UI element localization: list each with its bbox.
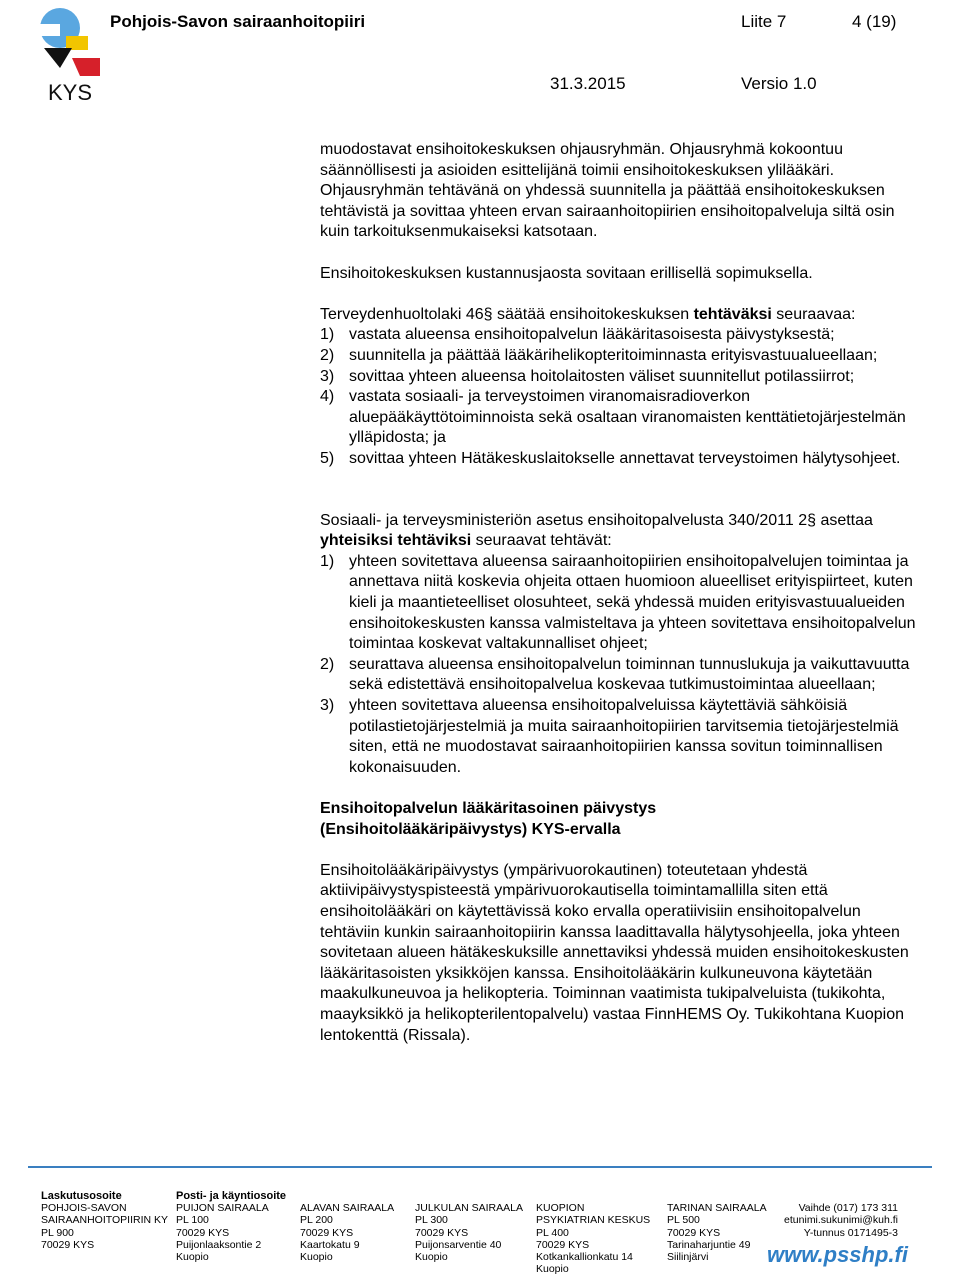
page-number: 4 (19) bbox=[852, 12, 897, 31]
logo-red-shape bbox=[72, 58, 100, 76]
paragraph: Terveydenhuoltolaki 46§ säätää ensihoitokeskuksen tehtäväksi seuraavaa: bbox=[320, 305, 856, 323]
organization-name: Pohjois-Savon sairaanhoitopiiri bbox=[110, 12, 366, 31]
kys-logo bbox=[36, 6, 108, 106]
tasks-list bbox=[320, 325, 920, 469]
logo-yellow-shape bbox=[66, 36, 88, 50]
list-item: 2) seurattava alueensa ensihoitopalvelun toiminnan tunnuslukuja ja vaikuttavuutta sekä edistettävä ensihoitopalvelua koskevaa tutkimustoimintaa alueellaan; bbox=[320, 655, 910, 694]
document-version: Versio 1.0 bbox=[741, 74, 817, 93]
paragraph: Ensihoitokeskuksen kustannusjaosta sovitaan erillisellä sopimuksella. bbox=[320, 264, 813, 282]
document-date: 31.3.2015 bbox=[550, 74, 626, 93]
list-item: 2) suunnitella ja päättää lääkärihelikopteritoiminnasta erityisvastuualueellaan; bbox=[320, 346, 878, 364]
attachment-label: Liite 7 bbox=[741, 12, 787, 31]
website-link[interactable]: www.psshp.fi bbox=[767, 1242, 908, 1267]
footer-puijo-address: Posti- ja käyntiosoite PUIJON SAIRAALA PL 100 70029 KYS Puijonlaaksontie 2 Kuopio bbox=[176, 1190, 287, 1264]
list-item: 3) sovittaa yhteen alueensa hoitolaitosten väliset suunnitellut potilassiirrot; bbox=[320, 367, 855, 385]
footer-tarina-address: TARINAN SAIRAALA PL 500 70029 KYS Tarinaharjuntie 49 Siilinjärvi bbox=[667, 1202, 767, 1264]
footer-contact: Vaihde (017) 173 311 etunimi.sukunimi@kuh.fi Y-tunnus 0171495-3 bbox=[784, 1202, 898, 1239]
footer-billing-address: Laskutusosoite POHJOIS-SAVON SAIRAANHOITOPIIRIN KY PL 900 70029 KYS bbox=[41, 1190, 168, 1251]
footer-alava-address: ALAVAN SAIRAALA PL 200 70029 KYS Kaartokatu 9 Kuopio bbox=[300, 1202, 395, 1264]
logo-text: KYS bbox=[48, 80, 93, 105]
list-item: 1) yhteen sovitettava alueensa sairaanhoitopiirien ensihoitopalvelujen toimintaa ja annettava niitä koskevia ohjeita ottaen huomioon alueelliset erityispiirteet, kuten kieli ja maantieteelliset olosuhteet, sekä yhdessä muiden erityisvastuualueiden ensihoitokeskusten kanssa valmisteltava ja yhteen sovitettava ensihoitopalvelun toimintaa koskevat valtakunnalliset ohjeet; bbox=[320, 552, 916, 653]
list-item: 5) sovittaa yhteen Hätäkeskuslaitokselle annettavat terveystoimen hälytysohjeet. bbox=[320, 449, 901, 467]
joint-tasks-list bbox=[320, 552, 920, 779]
paragraph: Sosiaali- ja terveysministeriön asetus ensihoitopalvelusta 340/2011 2§ asettaa yhteisiksi tehtäviksi seuraavat tehtävät: bbox=[320, 511, 873, 550]
list-item: 1) vastata alueensa ensihoitopalvelun lääkäritasoisesta päivystyksestä; bbox=[320, 326, 835, 344]
footer-divider bbox=[28, 1166, 932, 1168]
logo-black-shape bbox=[44, 48, 72, 68]
list-item: 3) yhteen sovitettava alueensa ensihoitopalveluissa käytettäviä sähköisiä potilastietojärjestelmiä ja muita sairaanhoitopiirien tarvitsemia tietojärjestelmiä siten, että ne muodostavat sairaanhoitopiirien kanssa sovitun toiminnallisen kokonaisuuden. bbox=[320, 697, 899, 776]
section-heading: Ensihoitopalvelun lääkäritasoinen päivystys (Ensihoitolääkäripäivystys) KYS-ervalla bbox=[320, 800, 657, 838]
paragraph: muodostavat ensihoitokeskuksen ohjausryhmän. Ohjausryhmä kokoontuu säännöllisesti ja asioiden esittelijänä toimii ensihoitokeskuksen ylilääkäri. Ohjausryhmän tehtävänä on yhdessä suunnitella ja päättää ensihoitokeskuksen tehtävistä ja sovittaa yhteen ervan sairaanhoitopiirien ensihoitopalveluja siltä osin kuin tarkoituksenmukaiseksi katsotaan. bbox=[320, 141, 895, 241]
footer-psychiatry-address: KUOPION PSYKIATRIAN KESKUS PL 400 70029 KYS Kotkankallionkatu 14 Kuopio bbox=[536, 1202, 651, 1275]
document-body bbox=[320, 140, 920, 1046]
footer-julkula-address: JULKULAN SAIRAALA PL 300 70029 KYS Puijonsarventie 40 Kuopio bbox=[415, 1202, 523, 1264]
paragraph: Ensihoitolääkäripäivystys (ympärivuorokautinen) toteutetaan yhdestä aktiivipäivystyspisteestä ympärivuorokautisella toimintamallilla siten että ensihoitolääkäri on käytettävissä koko ervalla operatiivisiin ensihoitopalvelun tehtäviin kunkin sairaanhoitopiirin kanssa laadittavalla hälytysohjeella, joka yhteen sovitetaan alueen hätäkeskuksille annettaviksi yhdessä muiden ensihoitokeskusten lääkäritasoisten yksikköjen kanssa. Ensihoitolääkärin kulkuneuvona käytetään maakulkuneuvoa ja helikopteria. Toiminnan vaatimista tukipalveluista (tukikohta, maayksikkö ja helikopterilentopalvelu) vastaa FinnHEMS Oy. Tukikohtana Kuopion lentokenttä (Rissala). bbox=[320, 861, 909, 1044]
list-item: 4) vastata sosiaali- ja terveystoimen viranomaisradioverkon aluepääkäyttötoiminnoista sekä osaltaan viranomaisten kenttätietojärjestelmän ylläpidosta; ja bbox=[320, 388, 906, 447]
